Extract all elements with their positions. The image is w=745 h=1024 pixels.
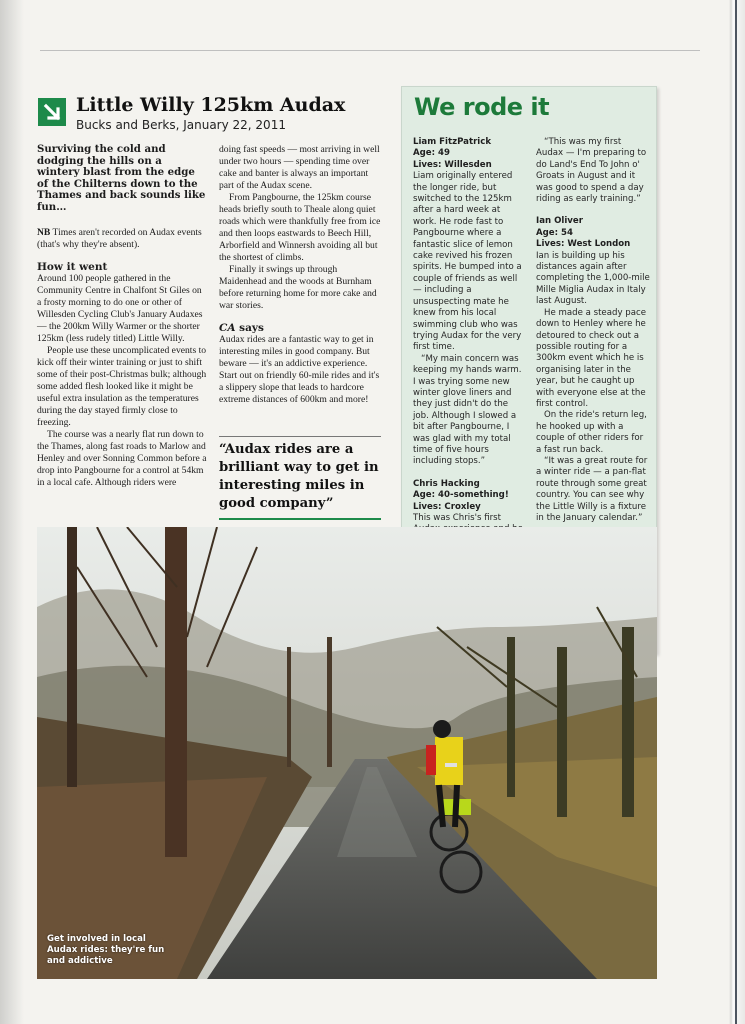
says-label: says	[235, 322, 264, 334]
rider-age: Age: 40-something!	[413, 490, 509, 501]
photo-caption: Get involved in local Audax rides: they're fun and addictive	[47, 934, 165, 966]
rider-lives: Lives: West London	[536, 239, 631, 250]
spacer	[413, 468, 523, 479]
box-column-1	[413, 137, 523, 593]
rider-age: Age: 49	[413, 148, 451, 159]
page-edge	[701, 0, 745, 1024]
down-right-arrow-icon	[38, 98, 66, 126]
body-paragraph: doing fast speeds — most arriving in well under two hours — spending time over cake and banter is always an important part of the Audax scene.	[219, 144, 380, 191]
standfirst: Surviving the cold and dodging the hills on a wintery blast from the edge of the Chilterns down to the Thames and back sounds like fun…	[37, 143, 206, 213]
rider-paragraph: On the ride's return leg, he hooked up with a couple of other riders for a fast run back.	[536, 410, 647, 455]
article-column-1	[37, 144, 207, 489]
rider-paragraph: He made a steady pace down to Henley where he detoured to check out a possible routing for a 300km event which he is organising later in the year, but he caught up with everyone else at the first control.	[536, 307, 646, 409]
rider-paragraph: Liam originally entered the longer ride, but switched to the 125km after a hard week at work. He rode fast to Pangbourne where a fantastic slice of lemon cake revived his frozen spirits. He bumped into a couple of friends as well — including a unsuspecting mate he knew from his local swimming club who was trying Audax for the very first time.	[413, 171, 522, 353]
rider-name: Ian Oliver	[536, 216, 583, 227]
rider-paragraph: “This was my first Audax — I'm preparing to do Land's End To John o' Groats in August and it was good to spend a day riding as early training.”	[536, 137, 647, 205]
body-paragraph: From Pangbourne, the 125km course heads briefly south to Theale along quiet roads which were thankfully free from ice and then loops eastwards to Beech Hill, Arborfield and Winnersh avoiding all but the shortest of climbs.	[219, 192, 381, 263]
body-paragraph: Around 100 people gathered in the Community Centre in Chalfont St Giles on a frosty morning to do one or other of Willesden Cycling Club's January Audaxes — the 200km Willy Warmer or the shorter 125km (less rudely titled) Little Willy.	[37, 273, 203, 344]
rider-paragraph: Ian is building up his distances again after completing the 1,000-mile Mille Miglia Audax in Italy last August.	[536, 250, 650, 307]
rider-age: Age: 54	[536, 227, 574, 238]
rider-paragraph: “My main concern was keeping my hands warm. I was trying some new winter glove liners and they just didn't do the job. Although I slowed a bit after Pangbourne, I was glad with my total time of five hours including stops.”	[413, 353, 522, 467]
page-edge-line	[735, 0, 737, 1024]
page-gutter-shadow	[0, 0, 24, 1024]
ca-label: CA	[219, 322, 236, 334]
nb-text: Times aren't recorded on Audax events (that's why they're absent).	[37, 227, 202, 250]
pull-quote: “Audax rides are a brilliant way to get in interesting miles in good company”	[219, 436, 381, 520]
top-rule	[40, 50, 700, 51]
article-subtitle: Bucks and Berks, January 22, 2011	[76, 118, 286, 132]
rider-lives: Lives: Willesden	[413, 159, 492, 170]
cyclist-road-photo	[37, 527, 657, 979]
rider-paragraph: “It was a great route for a winter ride — a pan-flat route through some great country. You can see why the Little Willy is a fixture in the January calendar.”	[536, 455, 648, 523]
body-paragraph: The course was a nearly flat run down to the Thames, along fast roads to Marlow and Henley and over Sonning Common before a drop into Pangbourne for a control at 54km in a local cafe. Although riders were	[37, 429, 207, 488]
how-it-went-heading: How it went	[37, 261, 108, 273]
ca-says-text: Audax rides are a fantastic way to get in interesting miles in good company. But beware — it's an addictive experience. Start out on friendly 60-mile rides and it's a slippery slope that leads to hardcore extreme distances of 600km and more!	[219, 334, 380, 405]
box-column-2	[536, 137, 650, 524]
rider-name: Chris Hacking	[413, 478, 480, 489]
nb-note	[37, 227, 207, 251]
rider-name: Liam FitzPatrick	[413, 137, 492, 147]
rider-paragraph: This was Chris's first	[413, 513, 502, 523]
rider-lives: Lives: Croxley	[413, 501, 481, 512]
article-header	[38, 96, 398, 136]
we-rode-it-heading: We rode it	[414, 93, 550, 121]
ca-says-heading	[219, 322, 381, 334]
article-title: Little Willy 125km Audax	[76, 94, 346, 116]
body-paragraph: Finally it swings up through Maidenhead and the woods at Burnham before returning home for more cake and war stories.	[219, 264, 377, 311]
photo-illustration	[37, 527, 657, 979]
article-column-2	[219, 144, 381, 406]
nb-label: NB	[37, 227, 51, 238]
body-paragraph: People use these uncomplicated events to kick off their winter training or just to shift some of their post-Christmas bulk; although some added flesh looked like it might be useful extra insulation as the temperatures during the day stayed firmly close to freezing.	[37, 345, 207, 428]
spacer	[536, 205, 650, 216]
